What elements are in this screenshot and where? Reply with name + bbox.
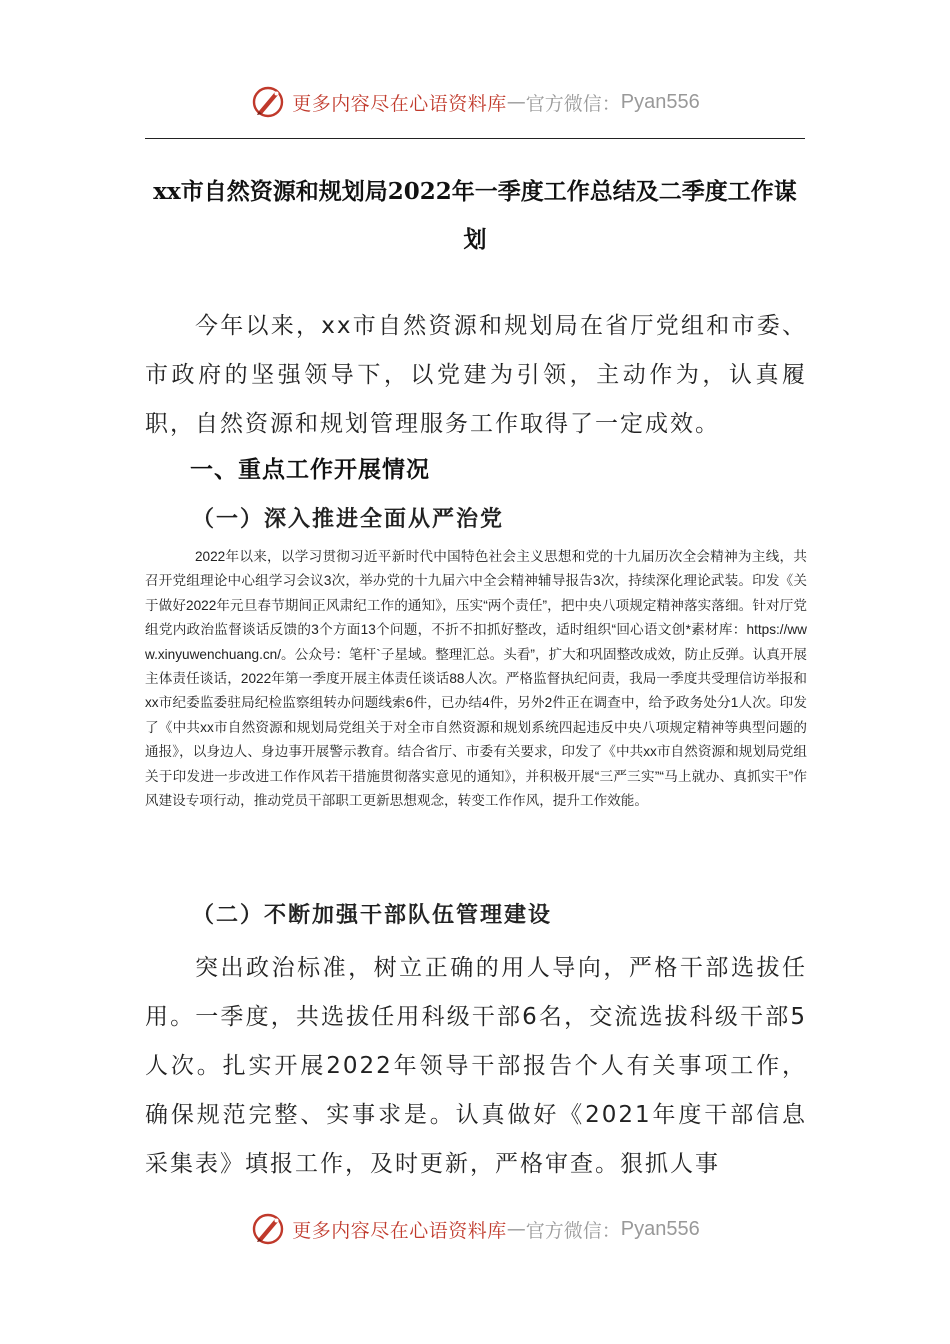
subsection-2-body: 突出政治标准，树立正确的用人导向，严格干部选拔任用。一季度，共选拔任用科级干部6名，交流选拔科级干部5人次。扎实开展2022年领导干部报告个人有关事项工作，确保规范完整、实事求是。认真做好《2021年度干部信息采集表》填报工作，及时更新，严格审查。狠抓人事 (145, 955, 807, 1177)
header-ad-text: 更多内容尽在心语资料库 (292, 92, 507, 115)
pen-nib-logo-icon (250, 84, 286, 120)
pen-nib-logo-icon (250, 1211, 286, 1247)
header-divider (145, 138, 805, 139)
header-ad-separator: — (506, 91, 526, 113)
footer-banner (0, 1209, 950, 1249)
subsection-heading-2: （二）不断加强干部队伍管理建设 (192, 903, 553, 928)
intro-paragraph: 今年以来，xx市自然资源和规划局在省厅党组和市委、市政府的坚强领导下，以党建为引领，主动作为，认真履职，自然资源和规划管理服务工作取得了一定成效。 (145, 313, 807, 437)
footer-ad-separator: — (506, 1218, 526, 1240)
subsection-1-body: 2022年以来，以学习贯彻习近平新时代中国特色社会主义思想和党的十九届历次全会精神为主线，共召开党组理论中心组学习会议3次，举办党的十九届六中全会精神辅导报告3次，持续深化理论武装。印发《关于做好2022年元旦春节期间正风肃纪工作的通知》，压实“两个责任”，把中央八项规定精神落实落细。针对厅党组党内政治监督谈话反馈的3个方面13个问题，不折不扣抓好整改，适时组织“回心语文创*素材库：https://www.xinyuwenchuang.cn/。公众号：笔杆`子星域。整理汇总。头看”，扩大和巩固整改成效，防止反弹。认真开展主体责任谈话，2022年第一季度开展主体责任谈话88人次。严格监督执纪问责，我局一季度共受理信访举报和xx市纪委监委驻局纪检监察组转办问题线索6件，已办结4件，另外2件正在调查中，给予政务处分1人次。印发了《中共xx市自然资源和规划局党组关于对全市自然资源和规划系统四起违反中央八项规定精神等典型问题的通报》，以身边人、身边事开展警示教育。结合省厅、市委有关要求，印发了《中共xx市自然资源和规划局党组关于印发进一步改进工作作风若干措施贯彻落实意见的通知》，并积极开展“三严三实”“马上就办、真抓实干”作风建设专项行动，推动党员干部职工更新思想观念，转变工作作风，提升工作效能。 (145, 549, 807, 809)
section-heading-1: 一、重点工作开展情况 (190, 457, 430, 483)
subsection-heading-1: （一）深入推进全面从严治党 (192, 507, 505, 532)
header-banner (0, 82, 950, 122)
footer-wechat-label: 官方微信： (525, 1219, 621, 1242)
footer-wechat-id: Pyan556 (620, 1217, 700, 1240)
header-wechat-id: Pyan556 (620, 90, 700, 113)
header-wechat-label: 官方微信： (525, 92, 621, 115)
document-title: xx市自然资源和规划局2022年一季度工作总结及二季度工作谋划 (153, 178, 797, 253)
footer-ad-text: 更多内容尽在心语资料库 (292, 1219, 507, 1242)
